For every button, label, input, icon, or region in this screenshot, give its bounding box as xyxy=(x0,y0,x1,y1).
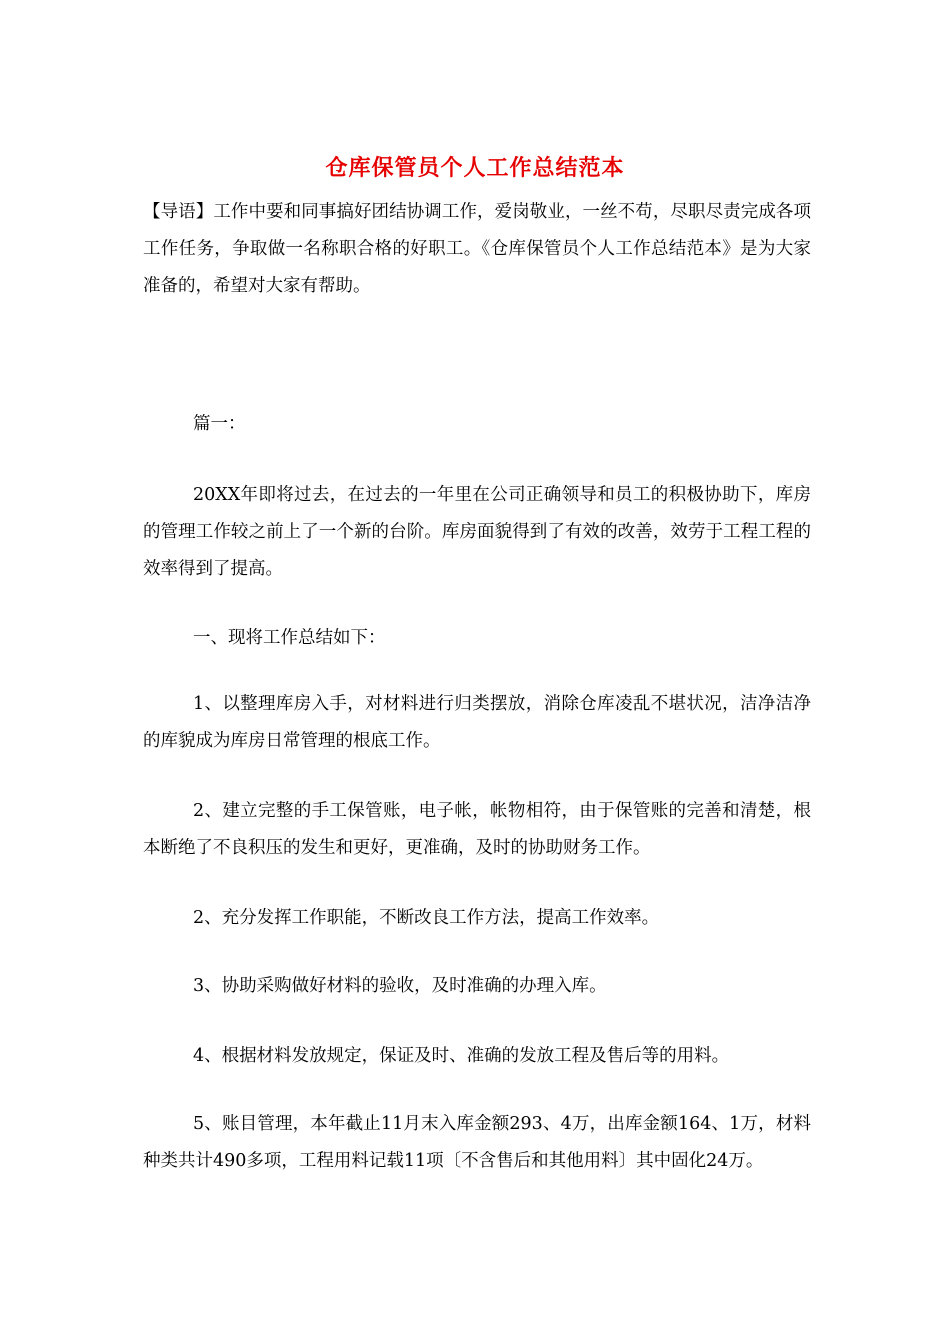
body-paragraph-3: 1、以整理库房入手，对材料进行归类摆放，消除仓库凌乱不堪状况，洁净洁净的库貌成为库房日常管理的根底工作。 xyxy=(143,694,811,751)
body-paragraph-2: 一、现将工作总结如下： xyxy=(193,628,386,648)
intro-paragraph: 【导语】工作中要和同事搞好团结协调工作，爱岗敬业，一丝不苟，尽职尽责完成各项工作任务，争取做一名称职合格的好职工。《仓库保管员个人工作总结范本》是为大家准备的，希望对大家有帮助。 xyxy=(143,202,811,296)
body-paragraph-5: 2、充分发挥工作职能，不断改良工作方法，提高工作效率。 xyxy=(193,908,660,928)
body-paragraph-1: 20XX年即将过去，在过去的一年里在公司正确领导和员工的积极协助下，库房的管理工作较之前上了一个新的台阶。库房面貌得到了有效的改善，效劳于工程工程的效率得到了提高。 xyxy=(143,485,811,579)
body-paragraph-6: 3、协助采购做好材料的验收，及时准确的办理入库。 xyxy=(193,976,607,996)
section-label: 篇一： xyxy=(193,414,246,434)
body-paragraph-4: 2、建立完整的手工保管账，电子帐，帐物相符，由于保管账的完善和清楚，根本断绝了不良积压的发生和更好，更准确，及时的协助财务工作。 xyxy=(143,801,811,858)
document-title: 仓库保管员个人工作总结范本 xyxy=(325,155,625,181)
body-paragraph-8: 5、账目管理，本年截止11月末入库金额293、4万，出库金额164、1万，材料种类共计490多项，工程用料记载11项〔不含售后和其他用料〕其中固化24万。 xyxy=(143,1114,811,1171)
body-paragraph-7: 4、根据材料发放规定，保证及时、准确的发放工程及售后等的用料。 xyxy=(193,1046,730,1066)
